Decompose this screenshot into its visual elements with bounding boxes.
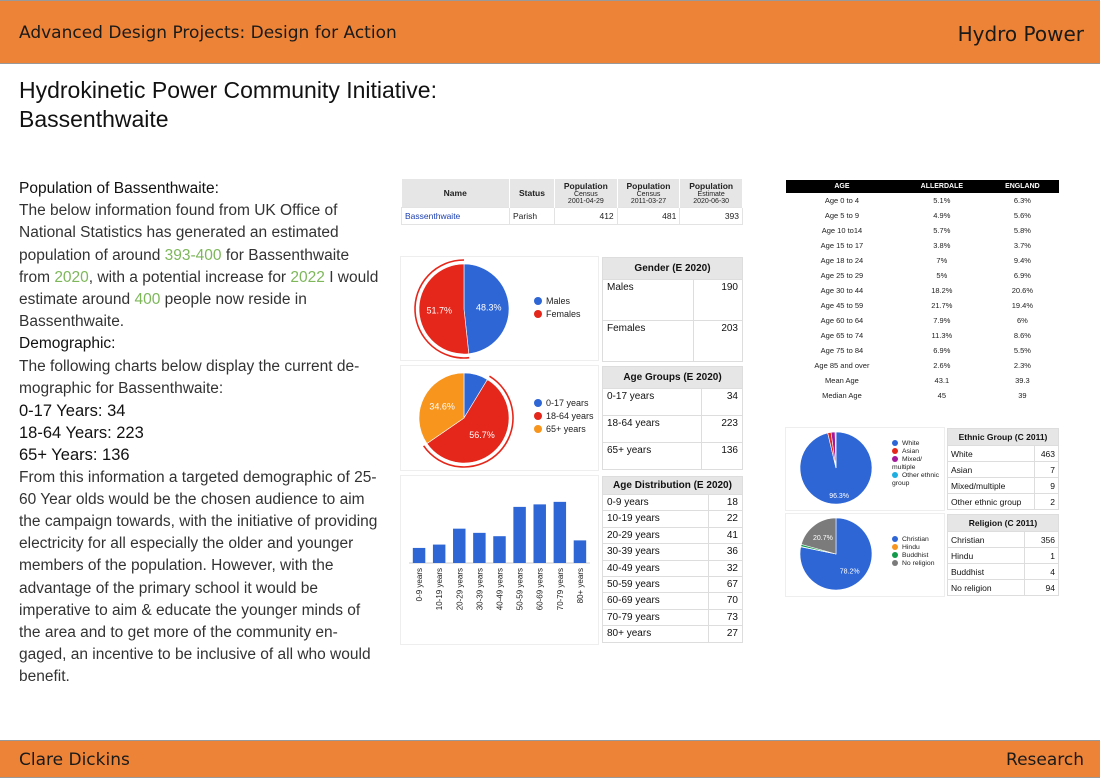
legend-18-64: 18-64 years xyxy=(534,410,594,423)
tick-label: 80+ years xyxy=(575,568,585,604)
cell: 5.8% xyxy=(1013,226,1031,235)
pie-label: 20.7% xyxy=(812,534,833,542)
gender-table-title: Gender (E 2020) xyxy=(603,258,743,280)
cell: 2.6% xyxy=(933,361,951,370)
cell: 10-19 years xyxy=(603,511,709,527)
cell: 136 xyxy=(701,443,742,470)
p1-a: The below information found from UK Office of National Statistics has generated an estimated population of around xyxy=(19,202,339,264)
table-row xyxy=(603,389,743,416)
cell: Age 25 to 29 xyxy=(820,271,864,280)
agedist-bar-chart xyxy=(401,476,598,644)
cell: Age 18 to 24 xyxy=(820,256,864,265)
bar xyxy=(533,504,545,563)
header-bar xyxy=(0,0,1100,64)
table-row xyxy=(786,208,1059,223)
pie-label: 56.7% xyxy=(469,429,495,440)
cell: 7% xyxy=(936,256,948,265)
agedist-table xyxy=(602,476,743,643)
legend-dot xyxy=(534,310,542,318)
legend-buddhist: Buddhist xyxy=(892,552,944,560)
table-row xyxy=(603,321,743,362)
tick-label: 30-39 years xyxy=(475,568,485,611)
gender-table xyxy=(602,257,743,362)
cell: Females xyxy=(603,321,694,362)
tick-label: 40-49 years xyxy=(495,568,505,611)
cell: 70 xyxy=(708,593,742,609)
stat-0-17: 0-17 Years: 34 xyxy=(19,402,126,421)
cell: 67 xyxy=(708,576,742,592)
cell: 0-17 years xyxy=(603,389,702,416)
cell: Males xyxy=(603,280,694,321)
legend-dot xyxy=(892,552,898,558)
pie-label: 51.7% xyxy=(426,305,453,316)
cell: 32 xyxy=(708,560,742,576)
tick-label: 20-29 years xyxy=(455,568,465,611)
bar xyxy=(493,536,505,563)
cell: Mixed/multiple xyxy=(948,478,1035,494)
table-row xyxy=(603,626,743,642)
cell: 19.4% xyxy=(1011,301,1034,310)
gender-pie-card xyxy=(401,257,598,360)
table-row xyxy=(948,494,1059,510)
legend-0-17: 0-17 years xyxy=(534,397,594,410)
table-row xyxy=(402,208,743,225)
population-paragraph xyxy=(19,200,379,333)
table-row xyxy=(603,560,743,576)
cell: 8.6% xyxy=(1013,331,1031,340)
cell: No religion xyxy=(948,580,1025,596)
cell: 27 xyxy=(708,626,742,642)
cell: 20.6% xyxy=(1011,286,1034,295)
table-row xyxy=(603,527,743,543)
cell: 34 xyxy=(701,389,742,416)
cell: 36 xyxy=(708,544,742,560)
stat-18-64: 18-64 Years: 223 xyxy=(19,424,144,443)
highlight-population: 393-400 xyxy=(164,246,222,264)
cell: Other ethnic group xyxy=(948,494,1035,510)
agegroups-table-title: Age Groups (E 2020) xyxy=(603,367,743,389)
cell: 18-64 years xyxy=(603,416,702,443)
table-row xyxy=(603,576,743,592)
col-pop-2011: Population Census 2011-03-27 xyxy=(617,179,680,208)
cell: 5% xyxy=(936,271,948,280)
cell: 43.1 xyxy=(934,376,950,385)
demographic-paragraph: The following charts below display the current demographic for Bassenthwaite: xyxy=(19,357,360,397)
gender-legend xyxy=(534,295,581,321)
legend-dot xyxy=(892,472,898,478)
agegroups-pie-card xyxy=(401,366,598,470)
legend-dot xyxy=(892,448,898,454)
cell: 5.1% xyxy=(933,196,951,205)
cell: 6.9% xyxy=(933,346,951,355)
table-row xyxy=(786,328,1059,343)
cell: Age 85 and over xyxy=(814,361,870,370)
legend-dot xyxy=(892,440,898,446)
cell: 39 xyxy=(1018,391,1027,400)
tick-label: 70-79 years xyxy=(555,568,565,611)
bar xyxy=(413,548,425,563)
legend-dot xyxy=(534,425,542,433)
cell: 2.3% xyxy=(1013,361,1031,370)
table-row xyxy=(603,544,743,560)
table-row xyxy=(786,358,1059,373)
col-england: ENGLAND xyxy=(986,180,1059,193)
cell: 6% xyxy=(1016,316,1028,325)
cell: 60-69 years xyxy=(603,593,709,609)
cell: Age 10 to14 xyxy=(821,226,863,235)
bar xyxy=(433,545,445,563)
col-pop-2020: Population Estimate 2020-06-30 xyxy=(680,179,743,208)
pop-2020-cell: 393 xyxy=(680,208,743,225)
table-row xyxy=(948,478,1059,494)
bar xyxy=(473,533,485,563)
cell: 5.7% xyxy=(933,226,951,235)
cell: 4.9% xyxy=(933,211,951,220)
table-row xyxy=(603,511,743,527)
bar xyxy=(554,502,566,563)
cell: 5.5% xyxy=(1013,346,1031,355)
highlight-year-2020: 2020 xyxy=(54,268,89,286)
table-row xyxy=(603,443,743,470)
pie-label: 96.3% xyxy=(829,492,850,500)
pop-2001-cell: 412 xyxy=(555,208,618,225)
bar xyxy=(453,529,465,563)
cell: 40-49 years xyxy=(603,560,709,576)
population-table xyxy=(401,179,743,225)
ethnic-table xyxy=(947,428,1059,510)
highlight-year-2022: 2022 xyxy=(290,268,325,286)
cell: 6.3% xyxy=(1013,196,1031,205)
table-row xyxy=(786,253,1059,268)
bar xyxy=(513,507,525,563)
demographic-heading: Demographic: xyxy=(19,335,116,353)
tick-label: 10-19 years xyxy=(435,568,445,611)
table-row xyxy=(786,373,1059,388)
cell: 22 xyxy=(708,511,742,527)
ethnic-pie-card xyxy=(786,428,944,510)
cell: Hindu xyxy=(948,548,1025,564)
cell: 2 xyxy=(1035,494,1059,510)
table-row xyxy=(786,223,1059,238)
cell: 190 xyxy=(693,280,742,321)
table-row xyxy=(603,609,743,625)
cell: 11.3% xyxy=(931,331,953,340)
population-heading: Population of Bassenthwaite: xyxy=(19,180,219,197)
cell: 463 xyxy=(1035,446,1059,462)
cell: 0-9 years xyxy=(603,495,709,511)
cell: 4 xyxy=(1024,564,1058,580)
cell: Age 45 to 59 xyxy=(820,301,864,310)
cell: 9.4% xyxy=(1013,256,1031,265)
agegroups-legend xyxy=(534,397,594,436)
table-row xyxy=(786,268,1059,283)
cell: 3.8% xyxy=(933,241,951,250)
table-row xyxy=(948,462,1059,478)
cell: White xyxy=(948,446,1035,462)
religion-table xyxy=(947,514,1059,596)
course-title: Advanced Design Projects: Design for Action xyxy=(19,23,397,43)
age-comparison-table xyxy=(786,180,1059,403)
cell: 7 xyxy=(1035,462,1059,478)
cell: Age 5 to 9 xyxy=(824,211,860,220)
legend-males: Males xyxy=(534,295,581,308)
cell: 5.6% xyxy=(1013,211,1031,220)
cell: Christian xyxy=(948,532,1025,548)
table-row xyxy=(786,238,1059,253)
stat-65-plus: 65+ Years: 136 xyxy=(19,446,130,465)
pie-label: 78.2% xyxy=(839,568,860,576)
legend-dot xyxy=(534,297,542,305)
religion-table-title: Religion (C 2011) xyxy=(948,515,1059,532)
p1-c: , with a potential increase for xyxy=(88,268,291,286)
pie-label: 34.6% xyxy=(429,401,455,412)
legend-dot xyxy=(534,412,542,420)
legend-dot xyxy=(892,456,898,462)
table-row xyxy=(786,313,1059,328)
project-title: Hydro Power xyxy=(957,22,1084,46)
table-row xyxy=(948,580,1059,596)
cell: 94 xyxy=(1024,580,1058,596)
cell: 18.2% xyxy=(931,286,953,295)
col-name: Name xyxy=(402,179,510,208)
bassenthwaite-link[interactable]: Bassenthwaite xyxy=(402,208,510,225)
table-row xyxy=(603,416,743,443)
cell: 356 xyxy=(1024,532,1058,548)
legend-christian: Christian xyxy=(892,536,944,544)
p1-e: people now reside in Bassenthwaite. xyxy=(19,291,307,331)
table-row xyxy=(786,343,1059,358)
legend-hindu: Hindu xyxy=(892,544,944,552)
table-row xyxy=(603,495,743,511)
cell: Buddhist xyxy=(948,564,1025,580)
cell: Age 60 to 64 xyxy=(820,316,864,325)
tick-label: 60-69 years xyxy=(535,568,545,611)
cell: 41 xyxy=(708,527,742,543)
table-row xyxy=(948,548,1059,564)
cell: 3.7% xyxy=(1013,241,1031,250)
table-row xyxy=(786,298,1059,313)
cell: 203 xyxy=(693,321,742,362)
cell: 73 xyxy=(708,609,742,625)
agedist-table-title: Age Distribution (E 2020) xyxy=(603,477,743,495)
cell: 7.9% xyxy=(933,316,951,325)
col-pop-2001: Population Census 2001-04-29 xyxy=(555,179,618,208)
cell: Asian xyxy=(948,462,1035,478)
cell: Median Age xyxy=(822,391,862,400)
religion-legend xyxy=(892,536,944,568)
legend-dot xyxy=(534,399,542,407)
cell: 223 xyxy=(701,416,742,443)
legend-dot xyxy=(892,560,898,566)
cell: 6.9% xyxy=(1013,271,1031,280)
footer-bar xyxy=(0,740,1100,778)
legend-white: White xyxy=(892,440,944,448)
cell: Age 15 to 17 xyxy=(820,241,864,250)
cell: 9 xyxy=(1035,478,1059,494)
legend-mixed: Mixed/ multiple xyxy=(892,456,923,471)
legend-asian: Asian xyxy=(892,448,944,456)
cell: 30-39 years xyxy=(603,544,709,560)
legend-dot xyxy=(892,544,898,550)
author-name: Clare Dickins xyxy=(19,750,130,770)
table-row xyxy=(786,193,1059,208)
legend-65-plus: 65+ years xyxy=(534,423,594,436)
col-age: AGE xyxy=(786,180,898,193)
cell: 65+ years xyxy=(603,443,702,470)
body-text xyxy=(19,178,379,689)
cell: 50-59 years xyxy=(603,576,709,592)
cell: Age 75 to 84 xyxy=(820,346,864,355)
ethnic-legend xyxy=(892,440,944,488)
cell: 39.3 xyxy=(1015,376,1030,385)
legend-females: Females xyxy=(534,308,581,321)
cell: 21.7% xyxy=(931,301,953,310)
agedist-bar-card xyxy=(401,476,598,644)
cell: 70-79 years xyxy=(603,609,709,625)
pie-label: 48.3% xyxy=(475,302,502,313)
target-paragraph: From this information a targeted demographic of 25-60 Year olds would be the chosen audience to aim the campaign towards, with the initiative of providing electricity for all especially the older and younger members of the population. However, with the advantage of the primary school it would be imperative to aim & educate the younger minds of the area and to get more of the community engaged, an incentive to be inclusive of all who would benefit. xyxy=(19,468,378,686)
cell: 18 xyxy=(708,495,742,511)
legend-no-religion: No religion xyxy=(892,560,944,568)
section-label: Research xyxy=(1006,750,1084,770)
agegroups-table xyxy=(602,366,743,470)
table-row xyxy=(948,532,1059,548)
tick-label: 0-9 years xyxy=(415,568,425,602)
table-row xyxy=(948,446,1059,462)
cell: Age 0 to 4 xyxy=(824,196,860,205)
status-cell: Parish xyxy=(510,208,555,225)
p1-d: I would estimate around xyxy=(19,268,379,309)
legend-other: Other ethnic group xyxy=(892,472,940,487)
table-row xyxy=(603,593,743,609)
cell: Age 65 to 74 xyxy=(820,331,864,340)
col-allerdale: ALLERDALE xyxy=(898,180,986,193)
table-row xyxy=(786,388,1059,403)
page-title: Hydrokinetic Power Community Initiative: Bassenthwaite xyxy=(19,77,437,132)
cell: 80+ years xyxy=(603,626,709,642)
p1-b: for Bassenthwaite from xyxy=(19,246,350,286)
religion-pie-card xyxy=(786,514,944,596)
cell: 20-29 years xyxy=(603,527,709,543)
cell: 1 xyxy=(1024,548,1058,564)
table-row xyxy=(786,283,1059,298)
highlight-400: 400 xyxy=(134,291,161,309)
bar xyxy=(574,540,586,563)
pop-2011-cell: 481 xyxy=(617,208,680,225)
table-row xyxy=(603,280,743,321)
ethnic-table-title: Ethnic Group (C 2011) xyxy=(948,429,1059,446)
tick-label: 50-59 years xyxy=(515,568,525,611)
cell: Age 30 to 44 xyxy=(820,286,864,295)
cell: 45 xyxy=(937,391,947,400)
population-table-header xyxy=(402,179,743,208)
legend-dot xyxy=(892,536,898,542)
col-status: Status xyxy=(510,179,555,208)
table-row xyxy=(948,564,1059,580)
cell: Mean Age xyxy=(825,376,859,385)
